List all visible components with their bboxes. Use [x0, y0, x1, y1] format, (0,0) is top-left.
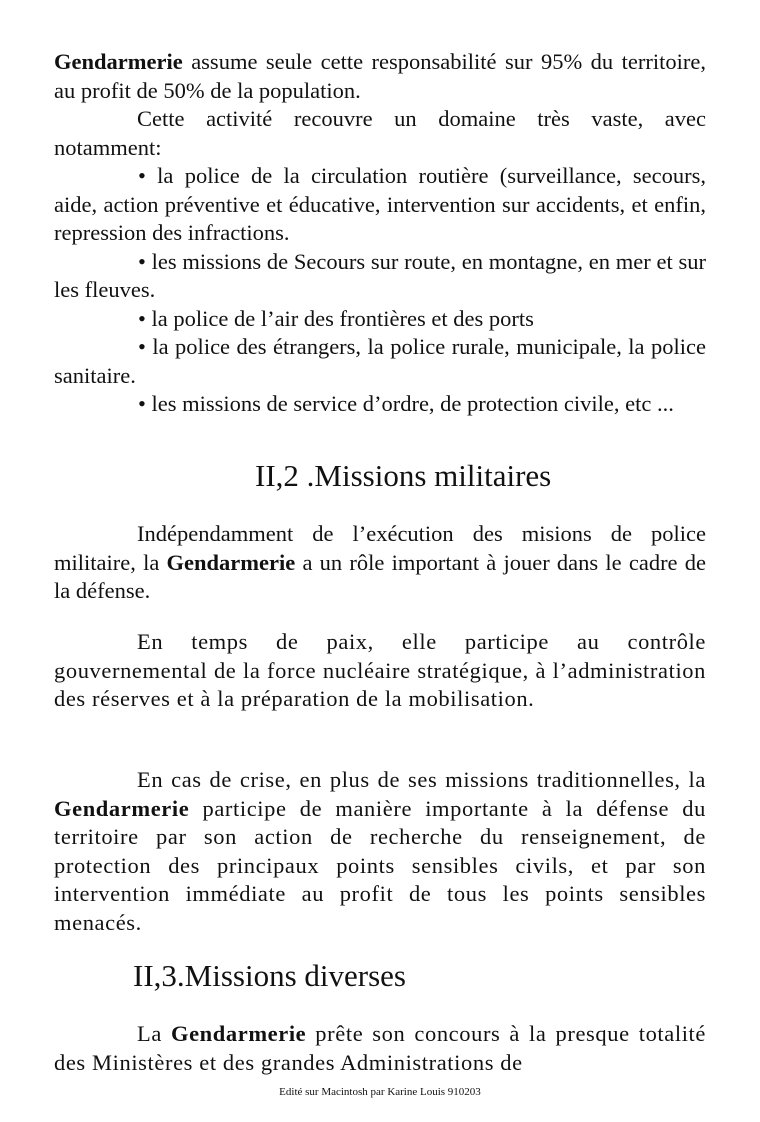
page-footer: Edité sur Macintosh par Karine Louis 910203 [279, 1086, 481, 1098]
military-paragraph-3 [54, 766, 706, 937]
military-text: Indépendamment de l’exécution des misions de police militaire, la [54, 521, 706, 575]
various-text: La [137, 1021, 171, 1046]
bullet-item: • la police des étrangers, la police rurale, municipale, la police sanitaire. [54, 334, 706, 388]
intro-section [54, 48, 706, 419]
military-text: a un rôle important à jouer dans le cadre de la défense. [54, 549, 706, 603]
bullet-item: • les missions de service d’ordre, de protection civile, etc ... [138, 391, 674, 416]
various-text: prête son concours à la presque totalité des Ministères et des grandes Administrations de [54, 1021, 706, 1075]
various-paragraph [54, 1020, 706, 1077]
peacetime-text: En temps de paix, elle participe au contrôle gouvernemental de la force nucléaire stratégique, à l’administration des réserves et à la préparation de la mobilisation. [54, 629, 706, 711]
military-paragraph-1 [54, 520, 706, 606]
section-heading-military: II,2 .Missions militaires [255, 458, 552, 493]
military-paragraph-2 [54, 628, 706, 714]
section-heading-various: II,3.Missions diverses [133, 958, 406, 993]
bullet-item: • la police de la circulation routière (surveillance, secours, aide, action préventive et éducative, intervention sur accidents, et enfin, repression des infractions. [54, 163, 706, 245]
bullet-item: • la police de l’air des frontières et des ports [138, 305, 534, 331]
crisis-text: participe de manière importante à la défense du territoire par son action de recherche du renseignement, de protection des principaux points sensibles civils, et par son intervention immédiate au profit de tous les points sensibles menacés. [54, 795, 706, 935]
bullet-item: • les missions de Secours sur route, en montagne, en mer et sur les fleuves. [54, 248, 706, 302]
intro-paragraph [54, 48, 706, 105]
gendarmerie-term: Gendarmerie [170, 1021, 307, 1046]
crisis-text: En cas de crise, en plus de ses missions traditionnelles, la [137, 767, 706, 792]
gendarmerie-term: Gendarmerie [54, 49, 183, 74]
gendarmerie-term: Gendarmerie [54, 795, 190, 821]
activity-paragraph: Cette activité recouvre un domaine très vaste, avec notamment: [54, 106, 706, 160]
intro-text: assume seule cette responsabilité sur 95% du territoire, au profit de 50% de la population. [54, 49, 706, 103]
gendarmerie-term: Gendarmerie [166, 549, 296, 575]
